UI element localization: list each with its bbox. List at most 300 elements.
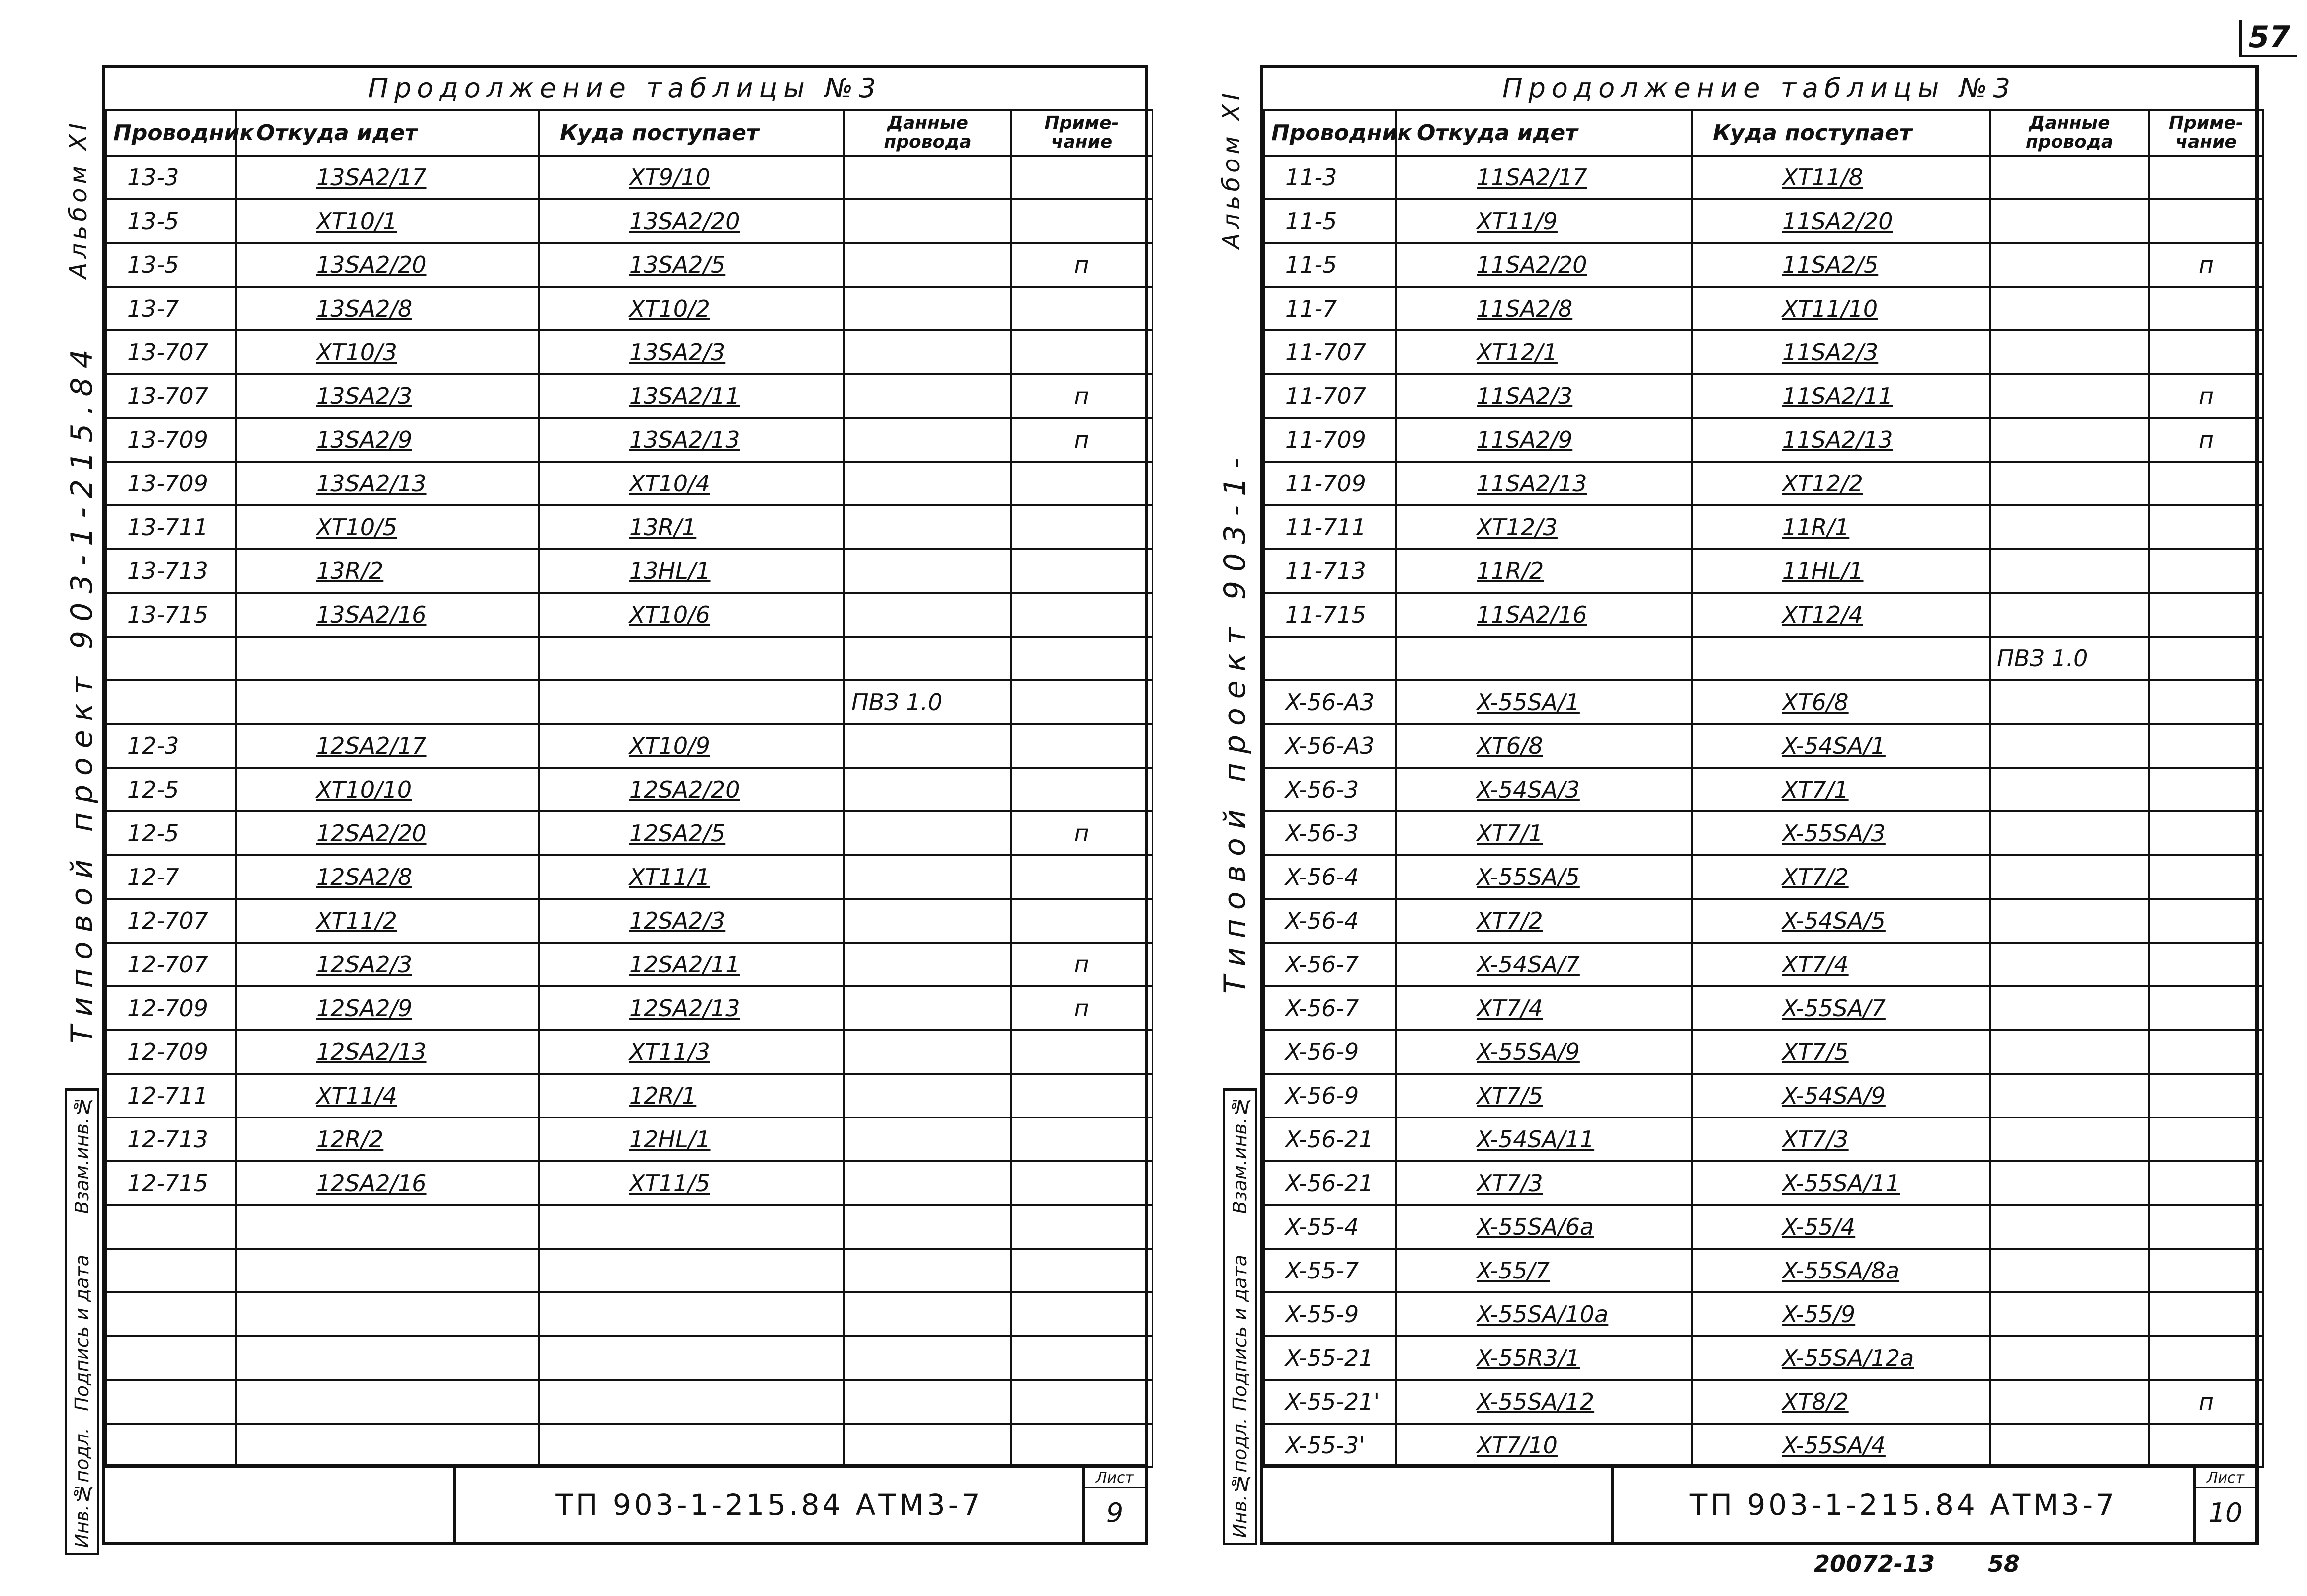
cell-to: XT7/1 <box>1692 768 1990 811</box>
cell-conductor: X-55-3' <box>1264 1424 1396 1467</box>
cell-wire-data <box>1990 1292 2149 1336</box>
cell-from: X-55SA/12 <box>1396 1380 1692 1424</box>
cell-note: п <box>2149 1380 2263 1424</box>
cell-from: XT10/1 <box>236 199 539 243</box>
cell-wire-data <box>844 593 1011 637</box>
cell-note <box>1011 1074 1153 1117</box>
cell-to: 12SA2/11 <box>539 943 844 986</box>
cell-conductor: X-55-21 <box>1264 1336 1396 1380</box>
cell-wire-data <box>844 855 1011 899</box>
col-to: Куда поступает <box>1692 110 1990 156</box>
cell-to: X-55SA/8a <box>1692 1249 1990 1292</box>
cell-wire-data <box>1990 593 2149 637</box>
cell-to: 12SA2/20 <box>539 768 844 811</box>
cell-to: XT10/4 <box>539 462 844 505</box>
cell-to: X-55/9 <box>1692 1292 1990 1336</box>
cell-wire-data <box>844 549 1011 593</box>
cell-from: 13SA2/13 <box>236 462 539 505</box>
cell-conductor: 13-707 <box>106 374 236 418</box>
table-row <box>1264 462 2263 505</box>
cell-note <box>2149 637 2263 680</box>
cell-note <box>1011 1424 1153 1467</box>
binding-inv-right: Инв.№подл. <box>1229 1417 1251 1538</box>
cell-from: XT11/4 <box>236 1074 539 1117</box>
cell-note <box>2149 1336 2263 1380</box>
binding-vzam-left: Взам.инв.№ <box>71 1096 93 1214</box>
cell-note: п <box>1011 811 1153 855</box>
cell-to: 12SA2/13 <box>539 986 844 1030</box>
cell-from <box>236 1249 539 1292</box>
cell-conductor: 13-713 <box>106 549 236 593</box>
footer-code: 20072-13 <box>1814 1550 1935 1577</box>
cell-wire-data <box>1990 1030 2149 1074</box>
cell-to: XT10/6 <box>539 593 844 637</box>
cell-from: 12R/2 <box>236 1117 539 1161</box>
cell-conductor: X-56-9 <box>1264 1030 1396 1074</box>
table-row <box>106 156 1153 199</box>
table-row <box>106 1161 1153 1205</box>
sheet-right <box>1260 65 2259 1545</box>
cell-note <box>1011 724 1153 768</box>
cell-note <box>2149 593 2263 637</box>
cell-conductor: X-56-A3 <box>1264 724 1396 768</box>
cell-from <box>236 1424 539 1467</box>
cell-from: XT7/3 <box>1396 1161 1692 1205</box>
cell-conductor: X-56-21 <box>1264 1161 1396 1205</box>
col-note: Приме-чание <box>2149 110 2263 156</box>
table-title-left: Продолжение таблицы №3 <box>368 72 882 104</box>
table-row <box>1264 1424 2263 1467</box>
cell-to <box>539 1249 844 1292</box>
cell-from: 11SA2/16 <box>1396 593 1692 637</box>
cell-from: 13SA2/3 <box>236 374 539 418</box>
cell-to: X-55SA/3 <box>1692 811 1990 855</box>
cell-wire-data <box>1990 1205 2149 1249</box>
table-row <box>1264 811 2263 855</box>
table-row <box>106 462 1153 505</box>
cell-to <box>539 637 844 680</box>
cell-to: 13SA2/3 <box>539 330 844 374</box>
cell-to <box>539 1424 844 1467</box>
title-block-right <box>1263 1464 2255 1542</box>
cell-conductor: 12-5 <box>106 768 236 811</box>
sheet-number-right: 10 <box>2208 1497 2243 1528</box>
col-wire-data: Данные провода <box>844 110 1011 156</box>
cell-to: XT7/2 <box>1692 855 1990 899</box>
cell-wire-data <box>1990 374 2149 418</box>
table-row <box>1264 505 2263 549</box>
cell-conductor: 13-5 <box>106 199 236 243</box>
table-row <box>106 1424 1153 1467</box>
cell-note <box>1011 899 1153 943</box>
cell-note: п <box>2149 374 2263 418</box>
cell-note <box>1011 199 1153 243</box>
cell-from: XT7/2 <box>1396 899 1692 943</box>
table-row <box>1264 1117 2263 1161</box>
table-row <box>106 418 1153 462</box>
cell-note <box>1011 549 1153 593</box>
footer-page: 58 <box>1988 1550 2020 1577</box>
cell-wire-data <box>1990 943 2149 986</box>
cell-wire-data <box>844 1161 1011 1205</box>
cell-to: XT7/5 <box>1692 1030 1990 1074</box>
cell-from: XT11/2 <box>236 899 539 943</box>
cell-conductor: 13-709 <box>106 418 236 462</box>
cell-wire-data <box>844 1117 1011 1161</box>
cell-conductor <box>106 637 236 680</box>
cell-conductor: 12-713 <box>106 1117 236 1161</box>
cell-note <box>2149 724 2263 768</box>
sheet-box-left <box>1082 1467 1145 1542</box>
cell-to: XT8/2 <box>1692 1380 1990 1424</box>
cell-conductor: 13-5 <box>106 243 236 287</box>
table-row <box>106 1117 1153 1161</box>
sheet-left <box>102 65 1148 1545</box>
cell-from: 11SA2/13 <box>1396 462 1692 505</box>
cell-from <box>236 1292 539 1336</box>
cell-conductor: 12-707 <box>106 943 236 986</box>
cell-to: 12R/1 <box>539 1074 844 1117</box>
cell-from: 11SA2/17 <box>1396 156 1692 199</box>
cell-conductor <box>1264 637 1396 680</box>
cell-to: XT7/3 <box>1692 1117 1990 1161</box>
cell-wire-data <box>1990 855 2149 899</box>
cell-wire-data <box>844 899 1011 943</box>
cell-to: 11SA2/13 <box>1692 418 1990 462</box>
cell-to: XT9/10 <box>539 156 844 199</box>
cell-wire-data <box>844 637 1011 680</box>
sheet-label-right: Лист <box>2196 1469 2255 1488</box>
table-row <box>1264 1074 2263 1117</box>
cell-conductor: 12-709 <box>106 1030 236 1074</box>
cell-conductor <box>106 680 236 724</box>
cell-from: XT10/5 <box>236 505 539 549</box>
cell-to: 13R/1 <box>539 505 844 549</box>
table-right <box>1263 109 2255 1468</box>
side-album-right: Альбом XI <box>1218 89 1245 249</box>
cell-to: XT12/4 <box>1692 593 1990 637</box>
cell-from: XT11/9 <box>1396 199 1692 243</box>
cell-conductor: X-56-A3 <box>1264 680 1396 724</box>
table-row <box>106 1074 1153 1117</box>
cell-wire-data <box>844 811 1011 855</box>
table-row <box>1264 1292 2263 1336</box>
cell-note: п <box>1011 943 1153 986</box>
cell-to: 13SA2/5 <box>539 243 844 287</box>
table-row <box>106 811 1153 855</box>
cell-wire-data <box>1990 986 2149 1030</box>
table-row <box>1264 330 2263 374</box>
cell-conductor: 12-711 <box>106 1074 236 1117</box>
cell-to: XT12/2 <box>1692 462 1990 505</box>
cell-to: 13SA2/11 <box>539 374 844 418</box>
table-row <box>106 1380 1153 1424</box>
cell-note <box>1011 462 1153 505</box>
cell-conductor: X-56-7 <box>1264 986 1396 1030</box>
cell-wire-data <box>844 243 1011 287</box>
cell-to: X-54SA/5 <box>1692 899 1990 943</box>
cell-to: 12HL/1 <box>539 1117 844 1161</box>
table-row <box>1264 986 2263 1030</box>
table-row <box>1264 680 2263 724</box>
col-from: Откуда идет <box>1396 110 1692 156</box>
cell-wire-data <box>1990 243 2149 287</box>
table-row <box>1264 1030 2263 1074</box>
col-to: Куда поступает <box>539 110 844 156</box>
cell-note <box>1011 1161 1153 1205</box>
cell-to: 11SA2/3 <box>1692 330 1990 374</box>
table-row <box>106 1292 1153 1336</box>
col-wire-data: Данные провода <box>1990 110 2149 156</box>
cell-note <box>2149 287 2263 330</box>
cell-note <box>1011 505 1153 549</box>
cell-note <box>1011 680 1153 724</box>
cell-note <box>2149 986 2263 1030</box>
cell-wire-data <box>1990 1424 2149 1467</box>
cell-conductor <box>106 1380 236 1424</box>
cell-conductor: 11-715 <box>1264 593 1396 637</box>
cell-to: XT10/2 <box>539 287 844 330</box>
cell-note <box>2149 462 2263 505</box>
table-row <box>106 549 1153 593</box>
cell-from: 13SA2/9 <box>236 418 539 462</box>
cell-from: X-55SA/9 <box>1396 1030 1692 1074</box>
cell-note <box>2149 156 2263 199</box>
binding-strip-left <box>65 1088 99 1555</box>
cell-wire-data <box>1990 418 2149 462</box>
binding-sign-left: Подпись и дата <box>71 1255 93 1411</box>
cell-conductor: 13-707 <box>106 330 236 374</box>
cell-conductor: 11-7 <box>1264 287 1396 330</box>
cell-to: XT7/4 <box>1692 943 1990 986</box>
cell-to: X-55/4 <box>1692 1205 1990 1249</box>
table-row <box>106 986 1153 1030</box>
table-row <box>106 330 1153 374</box>
title-block-blank <box>105 1467 456 1542</box>
cell-from <box>236 1205 539 1249</box>
cell-from: X-54SA/3 <box>1396 768 1692 811</box>
table-row <box>1264 724 2263 768</box>
cell-wire-data <box>844 1292 1011 1336</box>
table-left <box>105 109 1145 1468</box>
cell-from: 11SA2/3 <box>1396 374 1692 418</box>
cell-from: 12SA2/17 <box>236 724 539 768</box>
cell-note <box>1011 1380 1153 1424</box>
cell-wire-data <box>844 1424 1011 1467</box>
cell-wire-data <box>844 1380 1011 1424</box>
cell-wire-data <box>1990 1161 2149 1205</box>
cell-to <box>539 1336 844 1380</box>
cell-wire-data <box>1990 156 2149 199</box>
cell-wire-data <box>844 986 1011 1030</box>
cell-from: 12SA2/3 <box>236 943 539 986</box>
cell-from <box>236 637 539 680</box>
table-row <box>106 899 1153 943</box>
binding-strip-right <box>1223 1088 1257 1545</box>
binding-sign-right: Подпись и дата <box>1229 1255 1251 1411</box>
table-row <box>1264 243 2263 287</box>
cell-note: п <box>1011 986 1153 1030</box>
cell-conductor: 12-707 <box>106 899 236 943</box>
cell-wire-data <box>1990 199 2149 243</box>
cell-conductor: 13-3 <box>106 156 236 199</box>
cell-note <box>2149 1292 2263 1336</box>
table-row <box>1264 1161 2263 1205</box>
cell-conductor: X-56-4 <box>1264 899 1396 943</box>
cell-to: XT11/10 <box>1692 287 1990 330</box>
cell-from: XT10/3 <box>236 330 539 374</box>
cell-note <box>1011 1292 1153 1336</box>
cell-wire-data <box>844 724 1011 768</box>
cell-note <box>1011 855 1153 899</box>
cell-conductor: 11-709 <box>1264 462 1396 505</box>
cell-from <box>236 1336 539 1380</box>
cell-note <box>2149 1249 2263 1292</box>
cell-to: 11SA2/11 <box>1692 374 1990 418</box>
table-row <box>1264 549 2263 593</box>
table-row <box>1264 156 2263 199</box>
cell-conductor: X-55-9 <box>1264 1292 1396 1336</box>
cell-to: 11R/1 <box>1692 505 1990 549</box>
binding-inv-left: Инв.№подл. <box>71 1427 93 1548</box>
cell-from: X-55SA/5 <box>1396 855 1692 899</box>
cell-from: 13SA2/8 <box>236 287 539 330</box>
cell-note <box>2149 549 2263 593</box>
cell-conductor: 12-3 <box>106 724 236 768</box>
cell-conductor: 11-711 <box>1264 505 1396 549</box>
table-row <box>1264 899 2263 943</box>
cell-note: п <box>1011 243 1153 287</box>
cell-to: XT6/8 <box>1692 680 1990 724</box>
cell-wire-data <box>1990 724 2149 768</box>
table-row <box>106 637 1153 680</box>
cell-wire-data <box>844 943 1011 986</box>
cell-wire-data <box>1990 287 2149 330</box>
cell-wire-data <box>844 1205 1011 1249</box>
cell-wire-data <box>844 462 1011 505</box>
cell-note <box>2149 943 2263 986</box>
cell-note <box>2149 1117 2263 1161</box>
cell-conductor: X-55-7 <box>1264 1249 1396 1292</box>
table-row <box>1264 418 2263 462</box>
cell-conductor: X-55-21' <box>1264 1380 1396 1424</box>
cell-from: XT12/1 <box>1396 330 1692 374</box>
side-project-right: Типовой проект 903-1- <box>1218 449 1252 994</box>
cell-conductor: 12-715 <box>106 1161 236 1205</box>
cell-conductor: 11-5 <box>1264 199 1396 243</box>
cell-conductor: 13-715 <box>106 593 236 637</box>
cell-wire-data <box>1990 1074 2149 1117</box>
cell-to <box>539 1380 844 1424</box>
cell-to: X-55SA/11 <box>1692 1161 1990 1205</box>
cell-note <box>1011 768 1153 811</box>
cell-from: X-55R3/1 <box>1396 1336 1692 1380</box>
cell-note <box>2149 1161 2263 1205</box>
cell-conductor: X-56-21 <box>1264 1117 1396 1161</box>
title-block-blank <box>1263 1467 1614 1542</box>
table-row <box>106 1336 1153 1380</box>
cell-wire-data <box>1990 1117 2149 1161</box>
cell-wire-data <box>844 768 1011 811</box>
cell-note <box>2149 1030 2263 1074</box>
cell-conductor <box>106 1249 236 1292</box>
cell-to <box>539 1292 844 1336</box>
cell-from: X-55SA/10a <box>1396 1292 1692 1336</box>
cell-conductor: X-56-3 <box>1264 811 1396 855</box>
cell-conductor: 11-3 <box>1264 156 1396 199</box>
cell-from: 13R/2 <box>236 549 539 593</box>
cell-note <box>1011 1117 1153 1161</box>
binding-vzam-right: Взам.инв.№ <box>1229 1096 1251 1214</box>
cell-from: 11R/2 <box>1396 549 1692 593</box>
cell-to <box>539 1205 844 1249</box>
header-row <box>106 110 1153 156</box>
cell-note <box>2149 1205 2263 1249</box>
header-row <box>1264 110 2263 156</box>
cell-note <box>1011 593 1153 637</box>
cell-from: XT7/4 <box>1396 986 1692 1030</box>
cell-to: XT11/5 <box>539 1161 844 1205</box>
title-block-left <box>105 1464 1145 1542</box>
table-row <box>1264 1205 2263 1249</box>
table-title-right: Продолжение таблицы №3 <box>1502 72 2016 104</box>
stamp-code-left: ТП 903-1-215.84 АТМ3-7 <box>555 1488 983 1521</box>
cell-to: 11HL/1 <box>1692 549 1990 593</box>
col-from: Откуда идет <box>236 110 539 156</box>
col-conductor: Проводник <box>1264 110 1396 156</box>
cell-to: 13SA2/20 <box>539 199 844 243</box>
cell-wire-data <box>1990 549 2149 593</box>
cell-wire-data <box>1990 1380 2149 1424</box>
cell-from: X-55/7 <box>1396 1249 1692 1292</box>
table-row <box>1264 1336 2263 1380</box>
table-row <box>1264 374 2263 418</box>
cell-to: 11SA2/20 <box>1692 199 1990 243</box>
cell-from: X-54SA/7 <box>1396 943 1692 986</box>
table-row <box>106 1249 1153 1292</box>
cell-note <box>1011 287 1153 330</box>
cell-note <box>1011 1205 1153 1249</box>
cell-wire-data <box>844 199 1011 243</box>
cell-wire-data <box>1990 680 2149 724</box>
cell-from: 12SA2/8 <box>236 855 539 899</box>
cell-wire-data <box>844 1074 1011 1117</box>
cell-note <box>1011 1030 1153 1074</box>
cell-conductor <box>106 1336 236 1380</box>
cell-conductor: X-56-7 <box>1264 943 1396 986</box>
cell-from: XT7/10 <box>1396 1424 1692 1467</box>
cell-conductor <box>106 1292 236 1336</box>
cell-note <box>2149 855 2263 899</box>
cell-note: п <box>2149 243 2263 287</box>
cell-conductor: 11-707 <box>1264 330 1396 374</box>
cell-from: 11SA2/8 <box>1396 287 1692 330</box>
cell-note <box>2149 768 2263 811</box>
table-row <box>1264 287 2263 330</box>
cell-to: 13HL/1 <box>539 549 844 593</box>
cell-to: 13SA2/13 <box>539 418 844 462</box>
cell-to: X-55SA/12a <box>1692 1336 1990 1380</box>
cell-wire-data <box>1990 505 2149 549</box>
cell-conductor: 12-709 <box>106 986 236 1030</box>
cell-wire-data <box>844 418 1011 462</box>
cell-from: 13SA2/17 <box>236 156 539 199</box>
cell-from: 13SA2/20 <box>236 243 539 287</box>
cell-note: п <box>1011 418 1153 462</box>
cell-conductor: 13-7 <box>106 287 236 330</box>
cell-note <box>2149 330 2263 374</box>
cell-note <box>1011 637 1153 680</box>
